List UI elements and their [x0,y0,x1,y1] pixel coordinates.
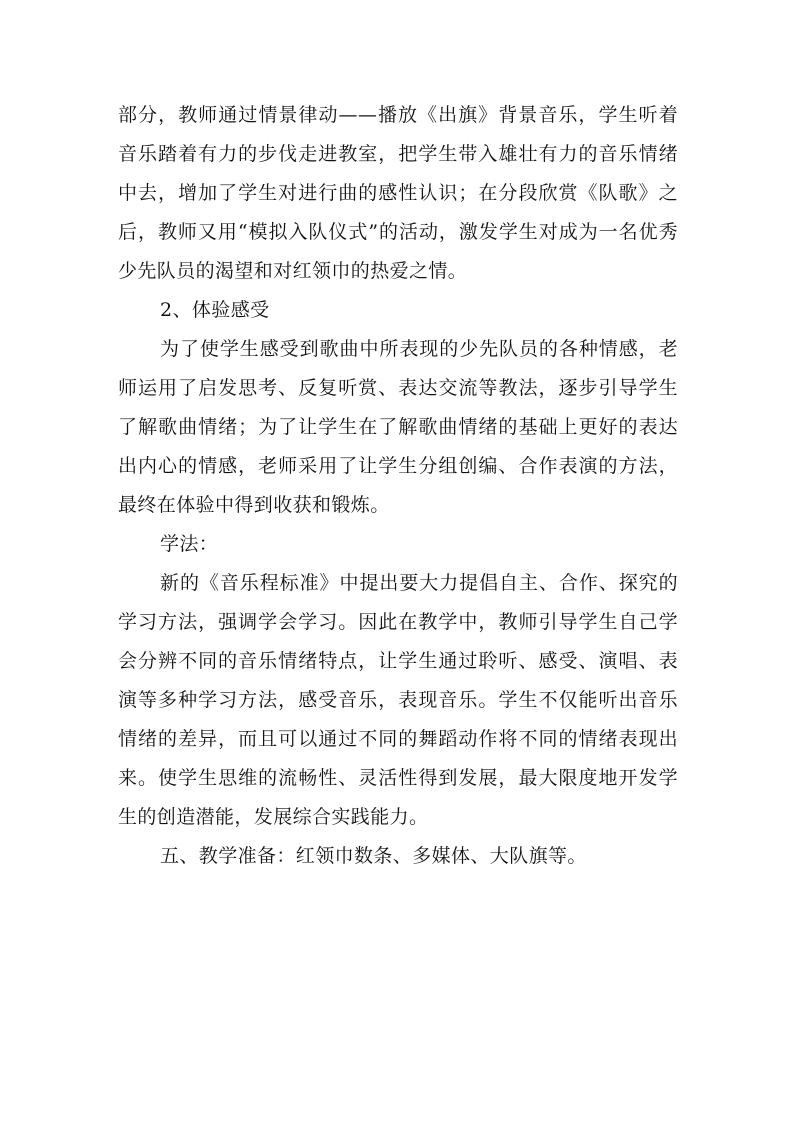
paragraph-continuation: 部分，教师通过情景律动——播放《出旗》背景音乐，学生听着音乐踏着有力的步伐走进教室，把学生带入雄壮有力的音乐情绪中去，增加了学生对进行曲的感性认识；在分段欣赏《队歌》之后，教师又用“模拟入队仪式”的活动，激发学生对成为一名优秀少先队员的渴望和对红领巾的热爱之情。 [118,104,678,282]
paragraph-learning-method: 新的《音乐程标准》中提出要大力提倡自主、合作、探究的学习方法，强调学会学习。因此在教学中，教师引导学生自己学会分辨不同的音乐情绪特点，让学生通过聆听、感受、演唱、表演等多种学习方法，感受音乐，表现音乐。学生不仅能听出音乐情绪的差异，而且可以通过不同的舞蹈动作将不同的情绪表现出来。使学生思维的流畅性、灵活性得到发展，最大限度地开发学生的创造潜能，发展综合实践能力。 [118,572,678,828]
section-heading-learning-method: 学法： [160,533,219,555]
section-heading-preparation: 五、教学准备：红领巾数条、多媒体、大队旗等。 [160,845,587,867]
paragraph-experience: 为了使学生感受到歌曲中所表现的少先队员的各种情感，老师运用了启发思考、反复听赏、表达交流等教法，逐步引导学生了解歌曲情绪；为了让学生在了解歌曲情绪的基础上更好的表达出内心的情感，老师采用了让学生分组创编、合作表演的方法，最终在体验中得到收获和锻炼。 [118,338,678,516]
document-body [118,96,678,876]
section-heading-experience: 2、体验感受 [160,299,270,321]
